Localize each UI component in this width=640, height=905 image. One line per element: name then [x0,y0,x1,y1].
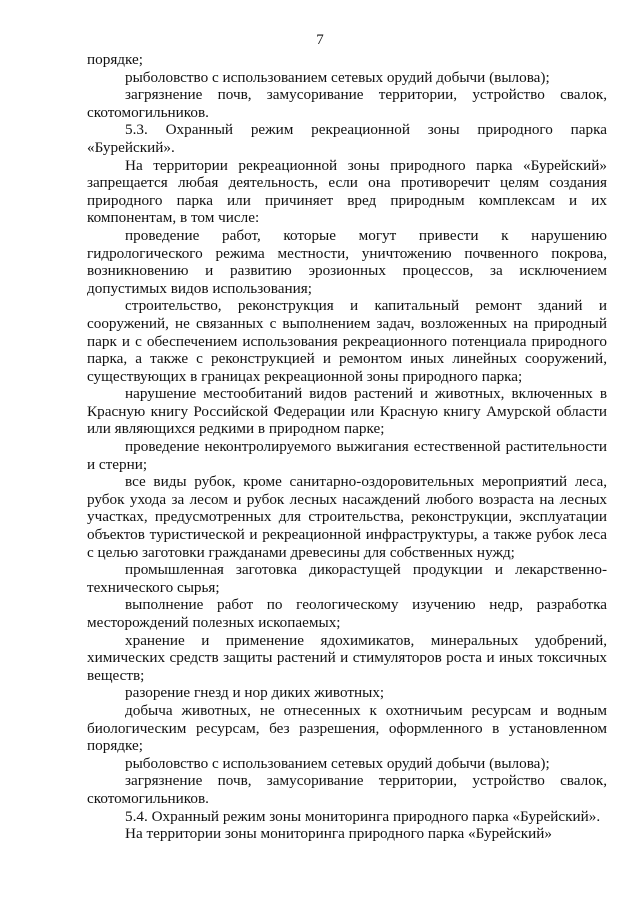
section-heading-5-3: 5.3. Охранный режим рекреационной зоны природного парка «Бурейский». [87,121,607,156]
paragraph-item: выполнение работ по геологическому изучению недр, разработка месторождений полезных ископаемых; [87,596,607,631]
paragraph-item: загрязнение почв, замусоривание территории, устройство свалок, скотомогильников. [87,86,607,121]
document-body [87,51,607,843]
paragraph-item: хранение и применение ядохимикатов, минеральных удобрений, химических средств защиты растений и стимуляторов роста и иных токсичных веществ; [87,631,607,684]
paragraph-continuation: порядке; [87,51,143,68]
paragraph-intro: На территории рекреационной зоны природного парка «Бурейский» запрещается любая деятельность, если она противоречит целям создания природного парка или причиняет вред природным комплексам и их компонентам, в том числе: [87,156,607,227]
page-number: 7 [316,32,324,48]
paragraph-intro: На территории зоны мониторинга природного парка «Бурейский» [125,825,553,843]
section-heading-5-4: 5.4. Охранный режим зоны мониторинга природного парка «Бурейский». [125,807,601,825]
paragraph-item: разорение гнезд и нор диких животных; [125,684,385,702]
paragraph-item: промышленная заготовка дикорастущей продукции и лекарственно-технического сырья; [87,561,607,596]
paragraph-item: добыча животных, не отнесенных к охотничьим ресурсам и водным биологическим ресурсам, без разрешения, оформленного в установленном порядке; [87,701,607,755]
paragraph-item: строительство, реконструкция и капитальный ремонт зданий и сооружений, не связанных с выполнением задач, возложенных на природный парк и с обеспечением использования рекреационного потенциала природного парка, а также с реконструкцией и ремонтом иных линейных сооружений, существующих в границах рекреационной зоны природного парка; [87,297,607,385]
paragraph-item: нарушение местообитаний видов растений и животных, включенных в Красную книгу Российской Федерации или Красную книгу Амурской области или являющихся редкими в природном парке; [87,385,607,438]
paragraph-item: проведение работ, которые могут привести к нарушению гидрологического режима местности, уничтожению почвенного покрова, возникновению и развитию эрозионных процессов, за исключением допустимых видов использования; [87,226,607,297]
paragraph-item: проведение неконтролируемого выжигания естественной растительности и стерни; [87,438,607,473]
paragraph-item: все виды рубок, кроме санитарно-оздоровительных мероприятий леса, рубок ухода за лесом и рубок лесных насаждений любого возраста на лесных участках, предусмотренных для строительства, реконструкции, эксплуатации объектов туристической и рекреационной инфраструктуры, а также рубок леса с целью заготовки гражданами древесины для собственных нужд; [87,473,607,561]
paragraph-item: рыболовство с использованием сетевых орудий добычи (вылова); [125,68,550,86]
paragraph-item: загрязнение почв, замусоривание территории, устройство свалок, скотомогильников. [87,772,607,807]
paragraph-item: рыболовство с использованием сетевых орудий добычи (вылова); [125,754,550,772]
